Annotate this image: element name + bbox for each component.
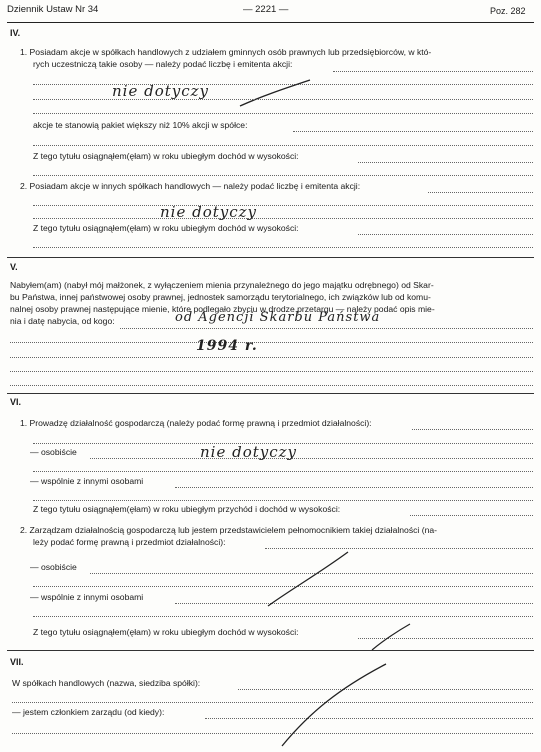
iv-item2-dochod: Z tego tytułu osiągnąłem(ęłam) w roku ubiegłym dochód w wysokości: bbox=[33, 223, 299, 233]
vi-osobiscie2-label: — osobiście bbox=[30, 562, 77, 572]
iv-item1-dochod: Z tego tytułu osiągnąłem(ęłam) w roku ubiegłym dochód w wysokości: bbox=[33, 151, 299, 161]
vi-wspolnie-label: — wspólnie z innymi osobami bbox=[30, 476, 144, 486]
handwritten-answer: nie dotyczy bbox=[160, 203, 258, 221]
section-iv-title: IV. bbox=[10, 28, 21, 38]
page-number: — 2221 — bbox=[243, 4, 289, 15]
section-vii-title: VII. bbox=[10, 657, 24, 667]
handwritten-answer: nie dotyczy bbox=[200, 443, 298, 461]
vii-line1: W spółkach handlowych (nazwa, siedziba spółki): bbox=[12, 678, 201, 688]
iv-item2: 2. Posiadam akcje w innych spółkach handlowych — należy podać liczbę i emitenta akcji: bbox=[20, 181, 361, 191]
handwritten-acquisition: od Agencji Skarbu Państwa bbox=[175, 310, 381, 325]
v-line1: Nabyłem(am) (nabył mój małżonek, z wyłączeniem mienia przynależnego do jego majątku odrębnego) od Skar- bbox=[10, 280, 434, 290]
vi-item2-line2: leży podać formę prawną i przedmiot działalności): bbox=[33, 537, 226, 547]
iv-item1-line1: 1. Posiadam akcje w spółkach handlowych z udziałem gminnych osób prawnych lub przedsiębiorców, w któ- bbox=[20, 47, 432, 57]
v-line4: nia i datę nabycia, od kogo: bbox=[10, 316, 115, 326]
v-line3: nalnej osoby prawnej następujące mienie, które podlegało zbyciu w drodze przetargu — należy podać opis mie- bbox=[10, 304, 435, 314]
vi-item2-line1: 2. Zarządzam działalnością gospodarczą lub jestem przedstawicielem pełnomocnikiem takiej działalności (na- bbox=[20, 525, 437, 535]
position-number: Poz. 282 bbox=[490, 6, 526, 16]
section-vi-title: VI. bbox=[10, 397, 22, 407]
v-line2: bu Państwa, innej państwowej osoby prawnej, jednostek samorządu terytorialnego, ich związków lub od komu- bbox=[10, 292, 431, 302]
section-v-title: V. bbox=[10, 262, 18, 272]
vi-item1-dochod: Z tego tytułu osiągnąłem(ęłam) w roku ubiegłym przychód i dochód w wysokości: bbox=[33, 504, 341, 514]
iv-item1-pakiet: akcje te stanowią pakiet większy niż 10% akcji w spółce: bbox=[33, 120, 248, 130]
handwritten-answer: nie dotyczy bbox=[112, 82, 210, 100]
vi-item1: 1. Prowadzę działalność gospodarczą (należy podać formę prawną i przedmiot działalności): bbox=[20, 418, 372, 428]
handwritten-year: 1994 r. bbox=[196, 338, 258, 354]
vi-osobiscie-label: — osobiście bbox=[30, 447, 77, 457]
journal-title: Dziennik Ustaw Nr 34 bbox=[7, 4, 99, 15]
vi-item2-dochod: Z tego tytułu osiągnąłem(ęłam) w roku ubiegłym dochód w wysokości: bbox=[33, 627, 299, 637]
vi-wspolnie2-label: — wspólnie z innymi osobami bbox=[30, 592, 144, 602]
vii-line2: — jestem członkiem zarządu (od kiedy): bbox=[12, 707, 165, 717]
iv-item1-line2: rych uczestniczą takie osoby — należy podać liczbę i emitenta akcji: bbox=[33, 59, 293, 69]
